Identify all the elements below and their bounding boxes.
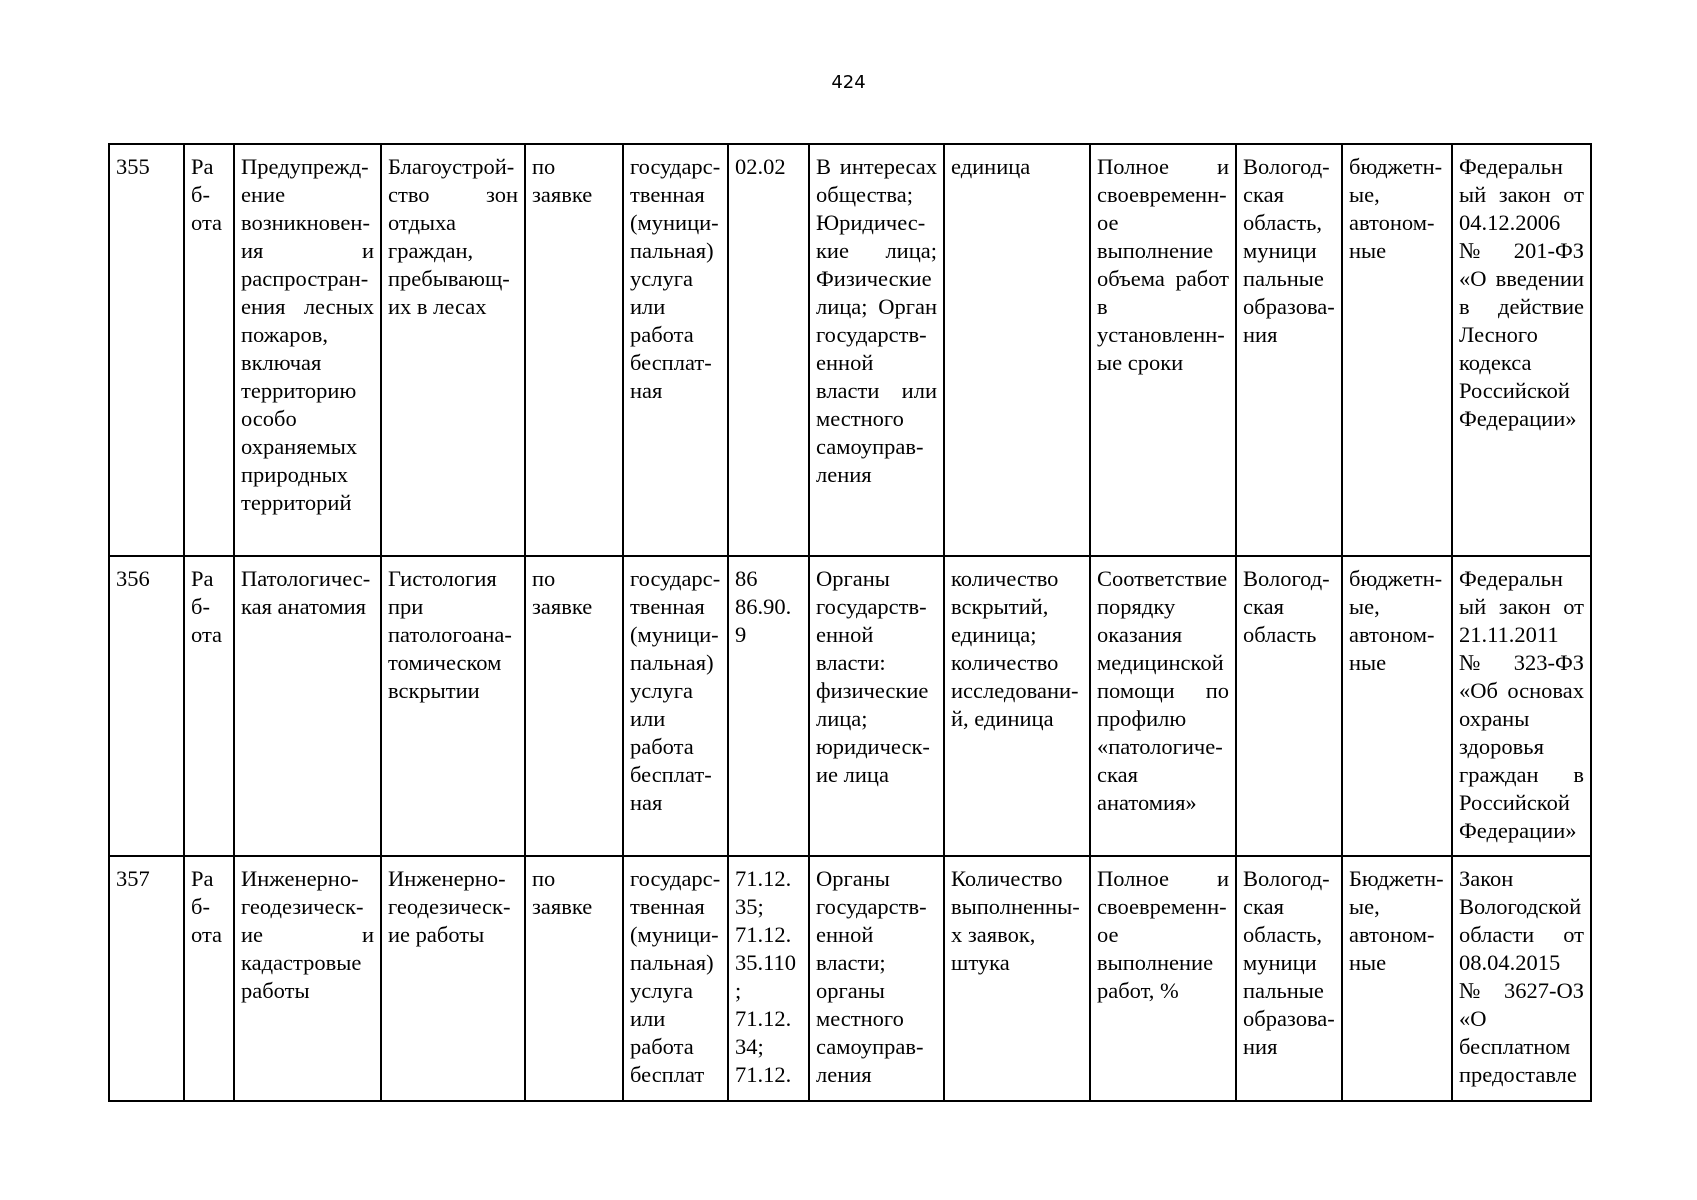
legal-basis-cell: Закон Вологодской области от 08.04.2015 № 3627-ОЗ «О бесплатном предоставле	[1452, 856, 1591, 1101]
volume-indicator-cell: количество вскрытий, единица; количество исследований, единица	[944, 556, 1090, 856]
legal-basis-cell: Федеральный закон от 21.11.2011 № 323-ФЗ «Об основах охраны здоровья граждан в Российской Федерации»	[1452, 556, 1591, 856]
conditions-cell: по заявке	[525, 144, 623, 556]
okved-codes-cell: 71.12.​35; 71.12.​35.110​; 71.12.​34; 71.12.	[728, 856, 809, 1101]
service-content-cell: Гистология при патологоанатомическом вскрытии	[381, 556, 525, 856]
institutions-cell: бюджетные, автономные	[1342, 556, 1452, 856]
row-number-cell: 357	[109, 856, 184, 1101]
conditions-cell: по заявке	[525, 856, 623, 1101]
conditions-cell: по заявке	[525, 556, 623, 856]
institutions-cell: бюджетные, автономные	[1342, 144, 1452, 556]
territory-cell: Вологодская область, муниципальные образования	[1236, 144, 1342, 556]
volume-indicator-cell: Количество выполненных заявок, штука	[944, 856, 1090, 1101]
quality-indicator-cell: Полное и своевременное выполнение работ, %	[1090, 856, 1236, 1101]
territory-cell: Вологодская область, муниципальные образования	[1236, 856, 1342, 1101]
service-type-cell: государственная (муниципальная) услуга или работа бесплат	[623, 856, 728, 1101]
table-row	[109, 556, 1591, 856]
kind-cell: Работа	[184, 144, 234, 556]
services-registry-table	[108, 143, 1592, 1102]
quality-indicator-cell: Полное и своевременное выполнение объема работ в установленные сроки	[1090, 144, 1236, 556]
institutions-cell: Бюджетные, автономные	[1342, 856, 1452, 1101]
row-number-cell: 355	[109, 144, 184, 556]
service-type-cell: государственная (муниципальная) услуга или работа бесплатная	[623, 144, 728, 556]
page-number: 424	[831, 72, 866, 93]
service-content-cell: Инженерно-геодезические работы	[381, 856, 525, 1101]
service-name-cell: Патологическая анатомия	[234, 556, 381, 856]
row-number-cell: 356	[109, 556, 184, 856]
consumers-cell: Органы государственной власти: физические лица; юридические лица	[809, 556, 944, 856]
territory-cell: Вологодская область	[1236, 556, 1342, 856]
service-name-cell: Инженерно-геодезические и кадастровые работы	[234, 856, 381, 1101]
okved-codes-cell: 02.02	[728, 144, 809, 556]
okved-codes-cell: 86 86.90.​9	[728, 556, 809, 856]
table-row	[109, 856, 1591, 1101]
service-content-cell: Благоустройство зон отдыха граждан, пребывающих в лесах	[381, 144, 525, 556]
consumers-cell: Органы государственной власти; органы местного самоуправления	[809, 856, 944, 1101]
volume-indicator-cell: единица	[944, 144, 1090, 556]
service-type-cell: государственная (муниципальная) услуга или работа бесплатная	[623, 556, 728, 856]
service-name-cell: Предупреждение возникновения и распространения лесных пожаров, включая территорию особо охраняемых природных территорий	[234, 144, 381, 556]
kind-cell: Работа	[184, 856, 234, 1101]
kind-cell: Работа	[184, 556, 234, 856]
quality-indicator-cell: Соответствие порядку оказания медицинской помощи по профилю «патологическая анатомия»	[1090, 556, 1236, 856]
legal-basis-cell: Федеральный закон от 04.12.2006 № 201-ФЗ «О введении в действие Лесного кодекса Российской Федерации»	[1452, 144, 1591, 556]
table-row	[109, 144, 1591, 556]
consumers-cell: В интересах общества; Юридические лица; Физические лица; Орган государственной власти или местного самоуправления	[809, 144, 944, 556]
